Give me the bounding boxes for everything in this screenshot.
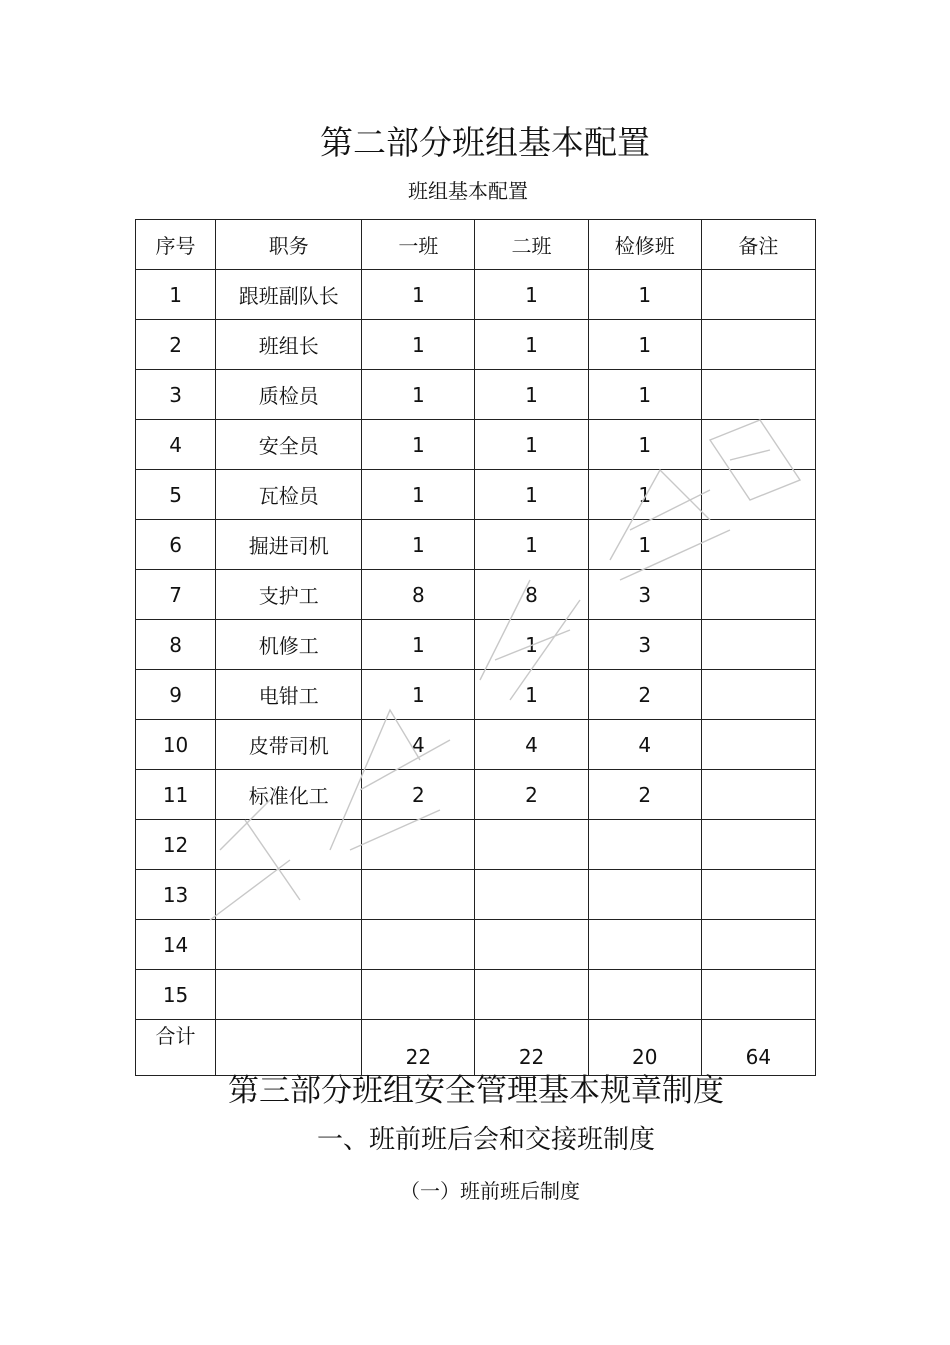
table-cell: 掘进司机 [216, 520, 362, 570]
table-cell: 1 [588, 370, 701, 420]
header-cell-index: 序号 [136, 220, 216, 270]
table-cell [588, 870, 701, 920]
staffing-table [135, 219, 816, 1076]
table-cell: 机修工 [216, 620, 362, 670]
header-row [136, 220, 816, 270]
table-cell [701, 970, 815, 1020]
table-cell: 2 [588, 670, 701, 720]
table-cell: 1 [588, 270, 701, 320]
table-row [136, 620, 816, 670]
table-cell [701, 920, 815, 970]
table-row [136, 970, 816, 1020]
header-cell-shift-1: 一班 [362, 220, 475, 270]
table-cell [216, 820, 362, 870]
table-cell [216, 920, 362, 970]
table-cell: 皮带司机 [216, 720, 362, 770]
page-title: 第二部分班组基本配置 [320, 123, 650, 162]
table-cell: 安全员 [216, 420, 362, 470]
part3-heading: 第三部分班组安全管理基本规章制度 [228, 1073, 724, 1109]
table-cell [475, 820, 588, 870]
table-cell [475, 970, 588, 1020]
table-cell: 1 [362, 420, 475, 470]
table-row [136, 720, 816, 770]
table-cell: 1 [588, 320, 701, 370]
table-cell [701, 620, 815, 670]
table-cell: 1 [136, 270, 216, 320]
table-cell [362, 870, 475, 920]
table-cell [701, 320, 815, 370]
table-cell: 13 [136, 870, 216, 920]
table-row [136, 820, 816, 870]
table-cell: 跟班副队长 [216, 270, 362, 320]
table-row [136, 920, 816, 970]
table-cell: 1 [362, 370, 475, 420]
table-cell: 1 [475, 370, 588, 420]
table-cell: 4 [362, 720, 475, 770]
table-cell: 1 [475, 520, 588, 570]
table-cell: 标准化工 [216, 770, 362, 820]
table-cell: 8 [362, 570, 475, 620]
table-cell [701, 470, 815, 520]
total-label: 合计 [136, 1020, 216, 1076]
table-cell: 1 [475, 620, 588, 670]
table-cell: 7 [136, 570, 216, 620]
table-cell: 8 [475, 570, 588, 620]
table-cell: 电钳工 [216, 670, 362, 720]
table-header [136, 220, 816, 270]
table-cell [701, 670, 815, 720]
table-body [136, 270, 816, 1076]
table-cell [701, 370, 815, 420]
table-cell: 1 [475, 420, 588, 470]
table-cell: 2 [475, 770, 588, 820]
table-cell [701, 820, 815, 870]
table-cell [701, 420, 815, 470]
table-cell: 质检员 [216, 370, 362, 420]
table-cell [216, 870, 362, 920]
table-cell [701, 870, 815, 920]
table-cell [588, 920, 701, 970]
table-cell: 11 [136, 770, 216, 820]
table-cell [701, 270, 815, 320]
table-cell: 1 [475, 320, 588, 370]
table-row [136, 470, 816, 520]
table-cell: 5 [136, 470, 216, 520]
total-cell: 20 [588, 1020, 701, 1076]
table-cell: 8 [136, 620, 216, 670]
table-row [136, 320, 816, 370]
total-cell: 22 [362, 1020, 475, 1076]
table-cell [362, 970, 475, 1020]
table-cell: 1 [362, 620, 475, 670]
table-cell: 10 [136, 720, 216, 770]
table-row [136, 370, 816, 420]
table-cell [362, 820, 475, 870]
table-cell [475, 870, 588, 920]
table-cell [701, 570, 815, 620]
table-cell: 班组长 [216, 320, 362, 370]
section1-heading: 一、班前班后会和交接班制度 [316, 1125, 655, 1155]
table-cell: 1 [362, 270, 475, 320]
table-cell: 1 [475, 270, 588, 320]
table-cell: 4 [136, 420, 216, 470]
table-row [136, 520, 816, 570]
table-cell: 1 [362, 670, 475, 720]
header-cell-shift-2: 二班 [475, 220, 588, 270]
total-cell: 64 [701, 1020, 815, 1076]
table-cell: 1 [475, 670, 588, 720]
table-cell: 6 [136, 520, 216, 570]
table-cell: 1 [362, 320, 475, 370]
table-cell: 瓦检员 [216, 470, 362, 520]
table-cell: 4 [588, 720, 701, 770]
header-cell-position: 职务 [216, 220, 362, 270]
table-cell: 支护工 [216, 570, 362, 620]
table-cell: 1 [588, 420, 701, 470]
table-cell [701, 720, 815, 770]
header-cell-maintenance: 检修班 [588, 220, 701, 270]
table-cell [701, 520, 815, 570]
table-cell: 3 [136, 370, 216, 420]
table-cell: 2 [136, 320, 216, 370]
total-cell: 22 [475, 1020, 588, 1076]
table-caption: 班组基本配置 [408, 179, 528, 203]
table-row [136, 570, 816, 620]
table-cell [216, 970, 362, 1020]
table-cell: 15 [136, 970, 216, 1020]
table-cell: 3 [588, 570, 701, 620]
table-cell [475, 920, 588, 970]
table-cell: 4 [475, 720, 588, 770]
table-row [136, 420, 816, 470]
table-row [136, 770, 816, 820]
table-row [136, 870, 816, 920]
header-cell-remarks: 备注 [701, 220, 815, 270]
table-cell: 1 [588, 470, 701, 520]
table-cell: 1 [588, 520, 701, 570]
table-cell: 3 [588, 620, 701, 670]
table-cell: 1 [475, 470, 588, 520]
table-cell [588, 970, 701, 1020]
table-cell [362, 920, 475, 970]
subsection1-heading: （一）班前班后制度 [400, 1179, 580, 1203]
table-cell: 1 [362, 520, 475, 570]
table-cell: 12 [136, 820, 216, 870]
table-cell [588, 820, 701, 870]
table-row [136, 670, 816, 720]
table-row [136, 270, 816, 320]
table-cell [701, 770, 815, 820]
table-cell: 9 [136, 670, 216, 720]
table-cell: 14 [136, 920, 216, 970]
table-cell: 2 [588, 770, 701, 820]
table-cell: 1 [362, 470, 475, 520]
table-cell: 2 [362, 770, 475, 820]
